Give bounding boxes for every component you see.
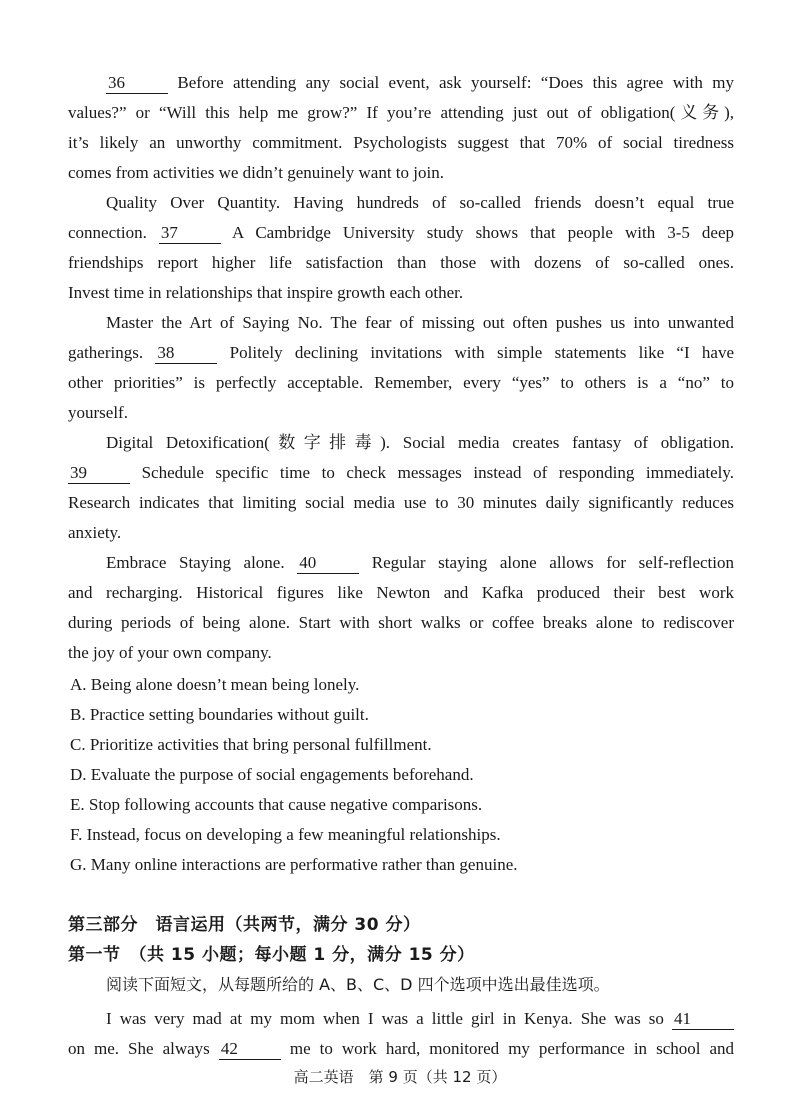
answer-blank-40[interactable]: 40 [297, 553, 359, 574]
answer-blank-42[interactable]: 42 [219, 1039, 281, 1060]
passage-text: on me. She always [68, 1039, 210, 1058]
option-f[interactable]: F. Instead, focus on developing a few meaningful relationships. [70, 825, 501, 844]
passage-line: Invest time in relationships that inspire growth each other. [68, 283, 464, 302]
passage-line: and recharging. Historical figures like Newton and Kafka produced their best work [68, 583, 734, 602]
passage-line: Master the Art of Saying No. The fear of missing out often pushes us into unwanted [106, 313, 734, 332]
passage-line [68, 338, 734, 368]
passage-text: Embrace Staying alone. [106, 553, 285, 572]
passage-text: Schedule specific time to check messages instead of responding immediately. [141, 463, 735, 482]
passage-line [106, 548, 734, 578]
page-footer: 高二英语 第 9 页（共 12 页） [293, 1068, 507, 1086]
passage-text: gatherings. [68, 343, 144, 362]
passage-line: Digital Detoxification(数字排毒). Social media creates fantasy of obligation. [106, 433, 734, 452]
answer-blank-37[interactable]: 37 [159, 223, 221, 244]
passage-line: during periods of being alone. Start with short walks or coffee breaks alone to rediscover [68, 613, 734, 632]
passage-text: A Cambridge University study shows that people with 3-5 deep [231, 223, 734, 242]
passage-text: me to work hard, monitored my performance in school and [289, 1039, 735, 1058]
option-a[interactable]: A. Being alone doesn’t mean being lonely. [70, 675, 360, 694]
passage-line: other priorities” is perfectly acceptable. Remember, every “yes” to others is a “no” to [68, 373, 734, 392]
answer-blank-41[interactable]: 41 [672, 1009, 734, 1030]
section-instruction: 阅读下面短文，从每题所给的 A、B、C、D 四个选项中选出最佳选项。 [106, 975, 610, 994]
passage-line: anxiety. [68, 523, 122, 542]
passage-line: values?” or “Will this help me grow?” If you’re attending just out of obligation(义务), [68, 103, 734, 122]
passage-line: the joy of your own company. [68, 643, 272, 662]
option-d[interactable]: D. Evaluate the purpose of social engagements beforehand. [70, 765, 474, 784]
passage-line [68, 218, 734, 248]
answer-blank-36[interactable]: 36 [106, 73, 168, 94]
passage-text: connection. [68, 223, 147, 242]
passage-line: yourself. [68, 403, 128, 422]
passage-line [68, 1034, 734, 1064]
option-c[interactable]: C. Prioritize activities that bring personal fulfillment. [70, 735, 432, 754]
option-e[interactable]: E. Stop following accounts that cause negative comparisons. [70, 795, 483, 814]
section-subheading: 第一节 （共 15 小题；每小题 1 分，满分 15 分） [68, 945, 475, 965]
passage-line: friendships report higher life satisfaction than those with dozens of so-called ones. [68, 253, 734, 272]
answer-blank-39[interactable]: 39 [68, 463, 130, 484]
passage-line: it’s likely an unworthy commitment. Psychologists suggest that 70% of social tiredness [68, 133, 734, 152]
passage-line [106, 1004, 734, 1034]
answer-blank-38[interactable]: 38 [155, 343, 217, 364]
passage-line: Research indicates that limiting social media use to 30 minutes daily significantly reduces [68, 493, 734, 512]
passage-line [106, 68, 734, 98]
passage-text: Before attending any social event, ask yourself: “Does this agree with my [177, 73, 735, 92]
option-g[interactable]: G. Many online interactions are performative rather than genuine. [70, 855, 518, 874]
passage-line: comes from activities we didn’t genuinely want to join. [68, 163, 444, 182]
passage-line: Quality Over Quantity. Having hundreds of so-called friends doesn’t equal true [106, 193, 734, 212]
passage-text: Regular staying alone allows for self-reflection [371, 553, 735, 572]
option-b[interactable]: B. Practice setting boundaries without guilt. [70, 705, 369, 724]
passage-line [68, 458, 734, 488]
section-heading: 第三部分 语言运用（共两节，满分 30 分） [68, 915, 421, 935]
passage-text: Politely declining invitations with simple statements like “I have [229, 343, 735, 362]
passage-text: I was very mad at my mom when I was a little girl in Kenya. She was so [106, 1009, 664, 1028]
